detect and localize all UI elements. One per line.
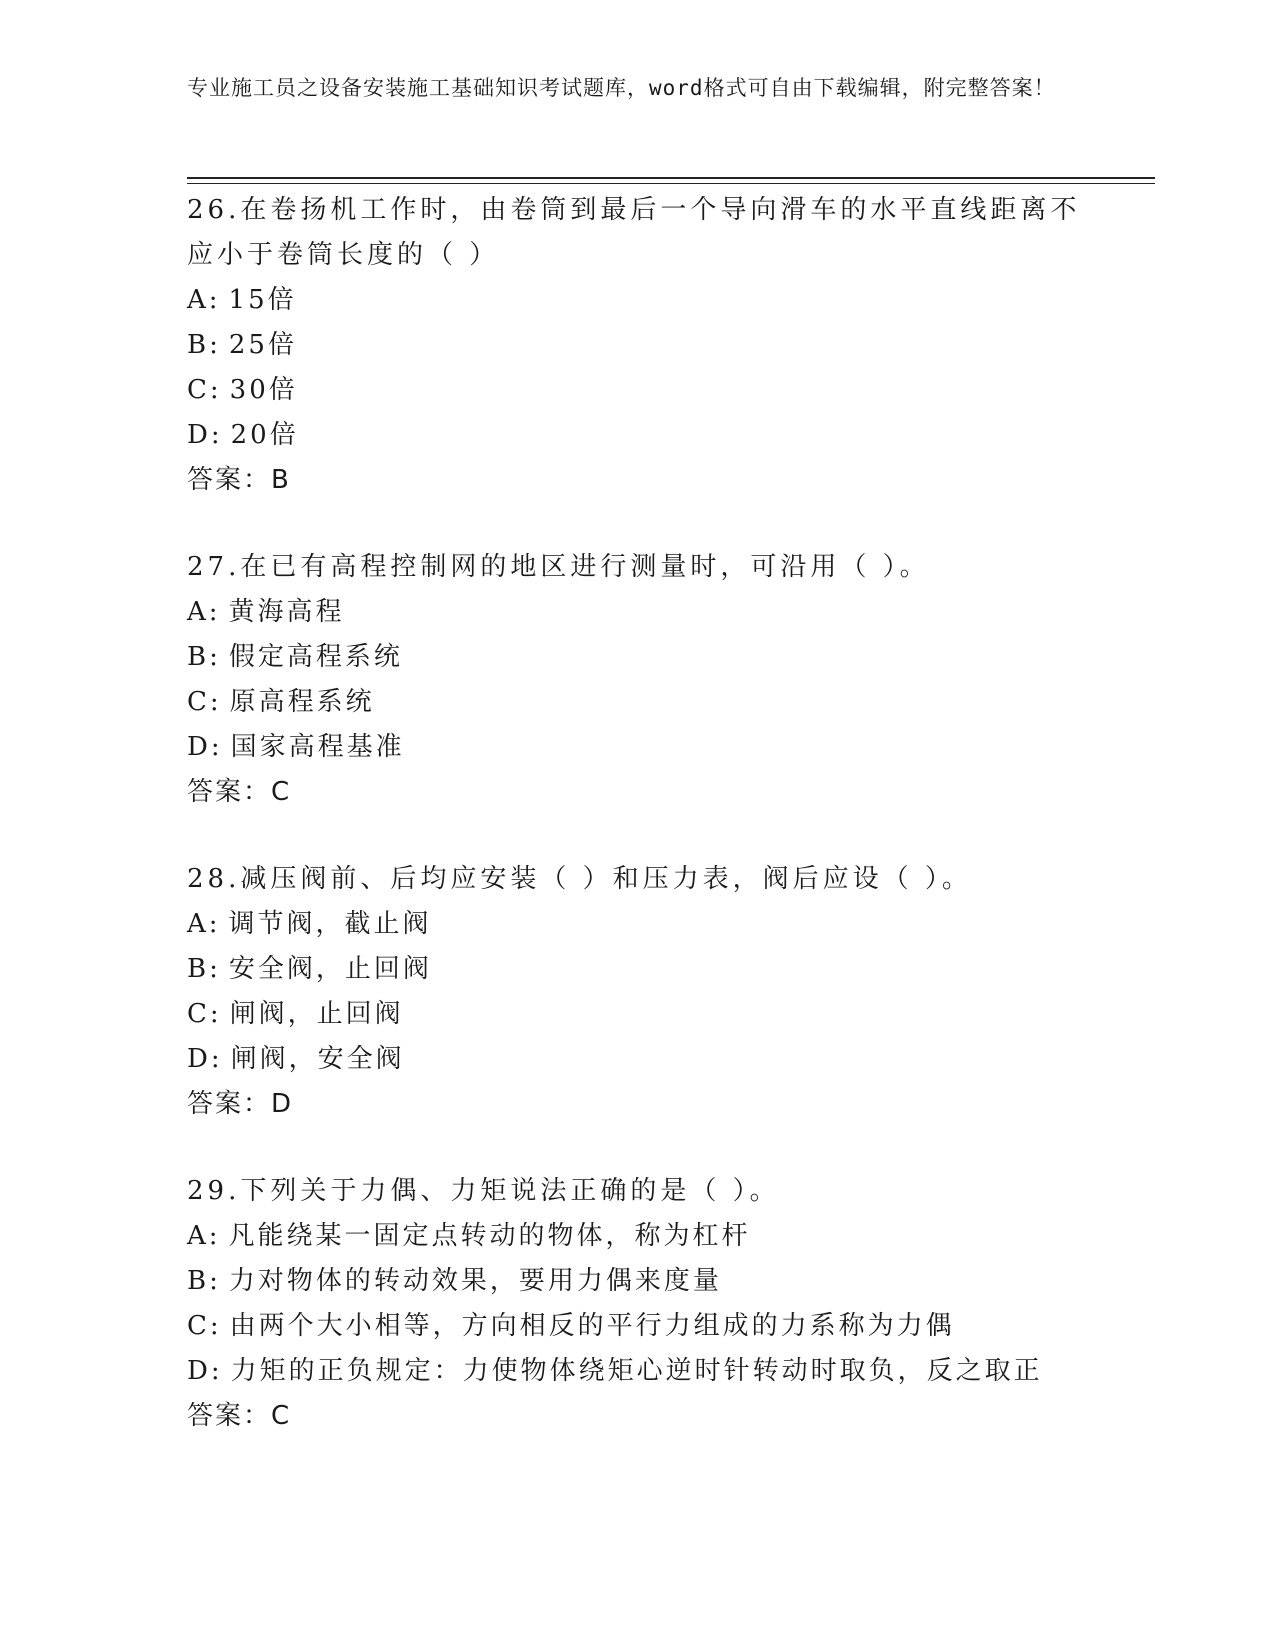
answer-label: 答案：B xyxy=(187,465,291,495)
option-b xyxy=(187,947,1087,992)
option-c xyxy=(187,992,1087,1037)
option-d xyxy=(187,1037,1087,1082)
option-letter: D: xyxy=(187,420,223,450)
option-c xyxy=(187,1304,1087,1349)
answer-label: 答案：C xyxy=(187,777,292,807)
option-text: 力矩的正负规定：力使物体绕矩心逆时针转动时取负，反之取正 xyxy=(230,1356,1043,1386)
option-letter: C: xyxy=(187,687,222,717)
option-text: 闸阀，止回阀 xyxy=(229,999,404,1029)
question-stem: 28.减压阀前、后均应安装（ ）和压力表，阀后应设（ ）。 xyxy=(187,864,972,894)
option-b xyxy=(187,323,1087,368)
option-b xyxy=(187,635,1087,680)
question-26 xyxy=(187,188,1087,503)
question-29 xyxy=(187,1169,1087,1439)
option-text: 闸阀，安全阀 xyxy=(230,1044,405,1074)
option-letter: D: xyxy=(187,1356,223,1386)
option-text: 25倍 xyxy=(228,330,297,360)
option-text: 力对物体的转动效果，要用力偶来度量 xyxy=(228,1266,722,1296)
header-divider-thick xyxy=(187,177,1155,179)
question-stem: 26.在卷扬机工作时，由卷筒到最后一个导向滑车的水平直线距离不应小于卷筒长度的（ ） xyxy=(187,195,1081,270)
document-header: 专业施工员之设备安装施工基础知识考试题库，word格式可自由下载编辑，附完整答案！ xyxy=(187,76,1056,100)
question-stem: 27.在已有高程控制网的地区进行测量时，可沿用（ ）。 xyxy=(187,552,930,582)
option-letter: B: xyxy=(187,642,221,672)
option-text: 30倍 xyxy=(229,375,298,405)
option-letter: A: xyxy=(187,597,221,627)
option-letter: A: xyxy=(187,285,221,315)
option-d xyxy=(187,1349,1087,1394)
option-text: 黄海高程 xyxy=(228,597,345,627)
option-letter: C: xyxy=(187,375,222,405)
option-letter: D: xyxy=(187,1044,223,1074)
answer-label: 答案：C xyxy=(187,1401,292,1431)
option-text: 调节阀，截止阀 xyxy=(228,909,432,939)
option-text: 假定高程系统 xyxy=(228,642,403,672)
option-a xyxy=(187,590,1087,635)
option-d xyxy=(187,413,1087,458)
option-text: 凡能绕某一固定点转动的物体，称为杠杆 xyxy=(228,1221,751,1251)
option-a xyxy=(187,1214,1087,1259)
question-list xyxy=(187,188,1087,1481)
option-text: 国家高程基准 xyxy=(230,732,405,762)
option-a xyxy=(187,278,1087,323)
option-text: 15倍 xyxy=(228,285,297,315)
option-text: 安全阀，止回阀 xyxy=(228,954,432,984)
question-stem: 29.下列关于力偶、力矩说法正确的是（ ）。 xyxy=(187,1176,780,1206)
option-letter: A: xyxy=(187,909,221,939)
option-letter: B: xyxy=(187,954,221,984)
question-28 xyxy=(187,857,1087,1127)
option-c xyxy=(187,368,1087,413)
option-letter: B: xyxy=(187,1266,221,1296)
option-text: 20倍 xyxy=(230,420,299,450)
option-letter: C: xyxy=(187,1311,222,1341)
answer-label: 答案：D xyxy=(187,1089,294,1119)
option-d xyxy=(187,725,1087,770)
header-divider-thin xyxy=(187,183,1155,184)
option-text: 由两个大小相等，方向相反的平行力组成的力系称为力偶 xyxy=(229,1311,955,1341)
option-a xyxy=(187,902,1087,947)
option-letter: B: xyxy=(187,330,221,360)
option-letter: C: xyxy=(187,999,222,1029)
option-text: 原高程系统 xyxy=(229,687,375,717)
option-b xyxy=(187,1259,1087,1304)
option-letter: A: xyxy=(187,1221,221,1251)
option-letter: D: xyxy=(187,732,223,762)
question-27 xyxy=(187,545,1087,815)
option-c xyxy=(187,680,1087,725)
